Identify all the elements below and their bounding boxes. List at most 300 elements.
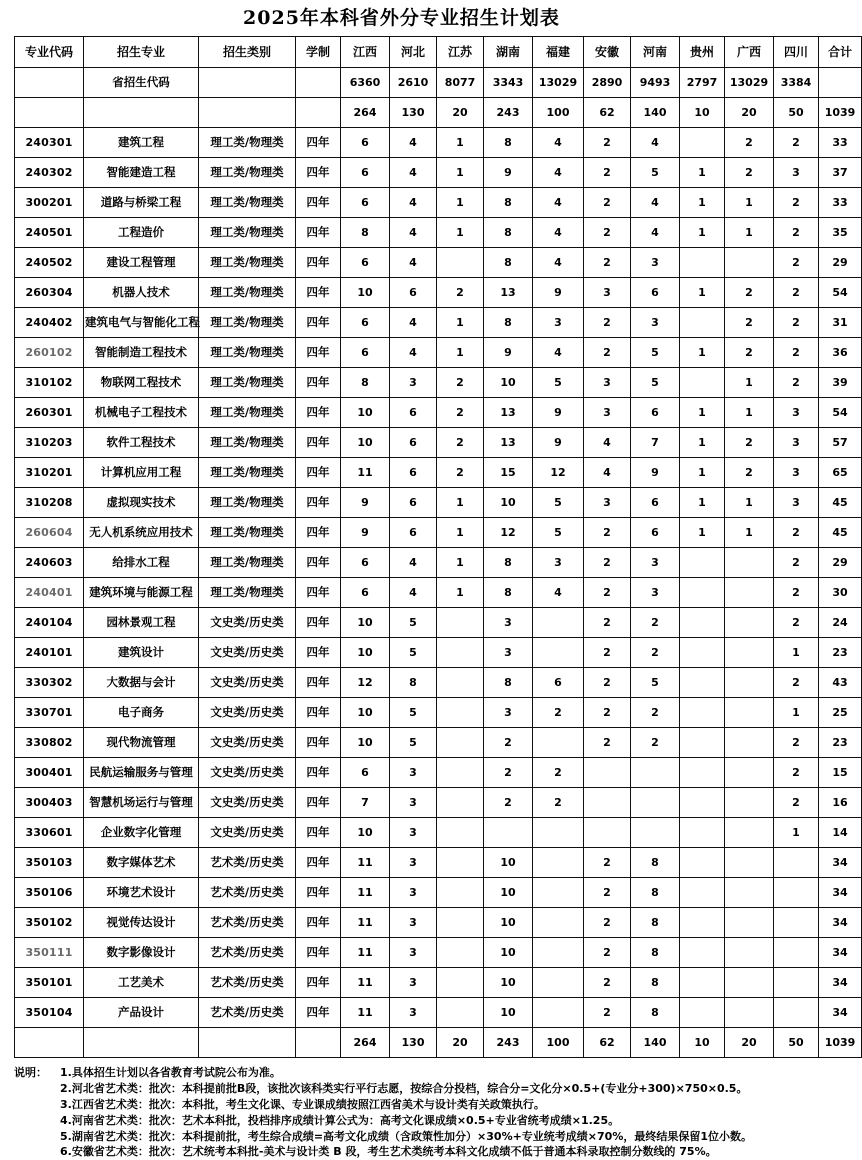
row-total: 34 bbox=[819, 937, 862, 967]
province-quota: 11 bbox=[341, 457, 390, 487]
admission-category: 理工类/物理类 bbox=[199, 487, 296, 517]
table-row bbox=[15, 487, 862, 517]
province-quota bbox=[533, 877, 584, 907]
province-quota: 1 bbox=[437, 187, 484, 217]
admission-category: 文史类/历史类 bbox=[199, 607, 296, 637]
table-row bbox=[15, 307, 862, 337]
admission-category: 理工类/物理类 bbox=[199, 157, 296, 187]
province-quota bbox=[437, 697, 484, 727]
province-quota: 2 bbox=[725, 277, 774, 307]
province-quota: 2 bbox=[774, 247, 819, 277]
major-code: 310203 bbox=[15, 427, 84, 457]
province-quota: 5 bbox=[533, 367, 584, 397]
note-text: 2.河北省艺术类：批次：本科提前批B段，该批次该科类实行平行志愿，按综合分投档，综合分=文化分×0.5+(专业分+300)×750×0.5。 bbox=[60, 1081, 748, 1095]
footer-sum-row bbox=[15, 1027, 862, 1057]
province-quota: 4 bbox=[390, 187, 437, 217]
province-quota bbox=[680, 367, 725, 397]
notes-indent bbox=[14, 1144, 60, 1160]
province-quota: 10 bbox=[484, 877, 533, 907]
major-code: 260301 bbox=[15, 397, 84, 427]
province-quota bbox=[725, 577, 774, 607]
province-quota bbox=[725, 997, 774, 1027]
column-header-11: 贵州 bbox=[680, 36, 725, 67]
note-text: 4.河南省艺术类：批次：艺术本科批，投档排序成绩计算公式为：高考文化课成绩×0.5+专业省统考成绩×1.25。 bbox=[60, 1113, 620, 1127]
table-row bbox=[15, 817, 862, 847]
row-total: 15 bbox=[819, 757, 862, 787]
major-code: 300401 bbox=[15, 757, 84, 787]
province-quota: 8 bbox=[484, 217, 533, 247]
province-quota bbox=[437, 937, 484, 967]
province-quota: 8 bbox=[341, 367, 390, 397]
province-quota: 6 bbox=[341, 547, 390, 577]
major-code: 240401 bbox=[15, 577, 84, 607]
major-name: 工程造价 bbox=[84, 217, 199, 247]
province-quota: 8 bbox=[341, 217, 390, 247]
sum-row-category bbox=[199, 1027, 296, 1057]
admission-category: 艺术类/历史类 bbox=[199, 847, 296, 877]
note-line-1 bbox=[14, 1065, 789, 1081]
province-code-cell-8: 13029 bbox=[725, 67, 774, 97]
province-quota: 2 bbox=[584, 547, 631, 577]
program-length: 四年 bbox=[296, 637, 341, 667]
province-quota: 8 bbox=[484, 547, 533, 577]
province-code-row-length bbox=[296, 67, 341, 97]
province-quota-cell-0: 264 bbox=[341, 97, 390, 127]
province-quota: 8 bbox=[484, 187, 533, 217]
province-quota: 12 bbox=[533, 457, 584, 487]
major-name: 数字媒体艺术 bbox=[84, 847, 199, 877]
province-quota: 2 bbox=[774, 307, 819, 337]
column-header-6: 江苏 bbox=[437, 36, 484, 67]
major-code: 240502 bbox=[15, 247, 84, 277]
province-quota: 6 bbox=[390, 487, 437, 517]
province-quota bbox=[680, 847, 725, 877]
province-quota: 6 bbox=[341, 127, 390, 157]
province-quota: 3 bbox=[533, 547, 584, 577]
province-quota: 2 bbox=[437, 427, 484, 457]
admission-category: 理工类/物理类 bbox=[199, 307, 296, 337]
row-total: 39 bbox=[819, 367, 862, 397]
province-quota: 2 bbox=[484, 787, 533, 817]
province-quota: 8 bbox=[631, 967, 680, 997]
province-quota bbox=[680, 307, 725, 337]
province-quota: 4 bbox=[390, 577, 437, 607]
table-row bbox=[15, 457, 862, 487]
admission-category: 文史类/历史类 bbox=[199, 727, 296, 757]
province-quota: 2 bbox=[584, 127, 631, 157]
province-quota: 13 bbox=[484, 427, 533, 457]
row-total: 34 bbox=[819, 997, 862, 1027]
table-row bbox=[15, 397, 862, 427]
province-quota: 2 bbox=[437, 367, 484, 397]
province-quota: 1 bbox=[680, 337, 725, 367]
province-quota bbox=[725, 727, 774, 757]
row-total: 25 bbox=[819, 697, 862, 727]
sum-cell-1: 130 bbox=[390, 1027, 437, 1057]
province-quota: 2 bbox=[584, 187, 631, 217]
province-quota: 1 bbox=[680, 397, 725, 427]
province-quota: 3 bbox=[631, 307, 680, 337]
province-quota bbox=[631, 787, 680, 817]
table-row bbox=[15, 607, 862, 637]
province-quota bbox=[533, 847, 584, 877]
province-quota bbox=[725, 847, 774, 877]
table-row bbox=[15, 187, 862, 217]
province-quota-cell-10: 1039 bbox=[819, 97, 862, 127]
province-quota: 2 bbox=[774, 367, 819, 397]
major-name: 建筑环境与能源工程 bbox=[84, 577, 199, 607]
table-body bbox=[15, 67, 862, 1057]
major-code: 330302 bbox=[15, 667, 84, 697]
province-quota-row-length bbox=[296, 97, 341, 127]
program-length: 四年 bbox=[296, 697, 341, 727]
province-quota: 2 bbox=[584, 217, 631, 247]
program-length: 四年 bbox=[296, 967, 341, 997]
province-quota bbox=[437, 967, 484, 997]
province-quota: 3 bbox=[484, 697, 533, 727]
province-quota: 10 bbox=[341, 397, 390, 427]
province-quota: 2 bbox=[774, 517, 819, 547]
column-header-4: 江西 bbox=[341, 36, 390, 67]
province-quota: 10 bbox=[341, 727, 390, 757]
admission-category: 理工类/物理类 bbox=[199, 247, 296, 277]
province-quota bbox=[725, 547, 774, 577]
province-quota: 2 bbox=[437, 277, 484, 307]
province-quota bbox=[437, 607, 484, 637]
province-quota: 4 bbox=[390, 217, 437, 247]
province-quota: 2 bbox=[584, 877, 631, 907]
column-header-5: 河北 bbox=[390, 36, 437, 67]
program-length: 四年 bbox=[296, 427, 341, 457]
admission-category: 理工类/物理类 bbox=[199, 337, 296, 367]
column-header-3: 学制 bbox=[296, 36, 341, 67]
admission-category: 文史类/历史类 bbox=[199, 757, 296, 787]
program-length: 四年 bbox=[296, 517, 341, 547]
row-total: 34 bbox=[819, 877, 862, 907]
admission-category: 理工类/物理类 bbox=[199, 547, 296, 577]
program-length: 四年 bbox=[296, 337, 341, 367]
province-quota: 9 bbox=[533, 427, 584, 457]
province-quota: 10 bbox=[484, 487, 533, 517]
province-quota: 4 bbox=[390, 547, 437, 577]
sum-cell-2: 20 bbox=[437, 1027, 484, 1057]
row-total: 29 bbox=[819, 247, 862, 277]
province-quota: 1 bbox=[437, 157, 484, 187]
province-quota-row-code bbox=[15, 97, 84, 127]
major-code: 350103 bbox=[15, 847, 84, 877]
admission-category: 理工类/物理类 bbox=[199, 187, 296, 217]
province-code-cell-4: 13029 bbox=[533, 67, 584, 97]
province-quota: 10 bbox=[341, 427, 390, 457]
admission-category: 理工类/物理类 bbox=[199, 577, 296, 607]
major-name: 物联网工程技术 bbox=[84, 367, 199, 397]
program-length: 四年 bbox=[296, 157, 341, 187]
province-quota: 3 bbox=[774, 487, 819, 517]
province-quota-cell-7: 10 bbox=[680, 97, 725, 127]
province-quota bbox=[437, 877, 484, 907]
province-quota: 1 bbox=[725, 397, 774, 427]
major-code: 310201 bbox=[15, 457, 84, 487]
major-name: 无人机系统应用技术 bbox=[84, 517, 199, 547]
table-row bbox=[15, 577, 862, 607]
major-name: 企业数字化管理 bbox=[84, 817, 199, 847]
column-header-14: 合计 bbox=[819, 36, 862, 67]
major-code: 330601 bbox=[15, 817, 84, 847]
province-quota: 9 bbox=[341, 487, 390, 517]
province-quota bbox=[680, 787, 725, 817]
major-code: 260304 bbox=[15, 277, 84, 307]
province-quota: 1 bbox=[437, 547, 484, 577]
major-code: 350104 bbox=[15, 997, 84, 1027]
row-total: 16 bbox=[819, 787, 862, 817]
province-quota: 6 bbox=[390, 277, 437, 307]
province-quota bbox=[631, 817, 680, 847]
province-quota bbox=[584, 787, 631, 817]
province-quota: 10 bbox=[341, 697, 390, 727]
province-quota-cell-1: 130 bbox=[390, 97, 437, 127]
province-quota: 4 bbox=[390, 307, 437, 337]
province-quota bbox=[725, 247, 774, 277]
admission-category: 文史类/历史类 bbox=[199, 787, 296, 817]
province-code-cell-7: 2797 bbox=[680, 67, 725, 97]
province-quota: 1 bbox=[680, 427, 725, 457]
major-code: 330701 bbox=[15, 697, 84, 727]
province-quota bbox=[680, 727, 725, 757]
column-header-0: 专业代码 bbox=[15, 36, 84, 67]
table-row bbox=[15, 727, 862, 757]
province-quota: 9 bbox=[484, 157, 533, 187]
province-quota: 8 bbox=[484, 127, 533, 157]
province-code-cell-2: 8077 bbox=[437, 67, 484, 97]
province-quota: 15 bbox=[484, 457, 533, 487]
province-quota: 1 bbox=[725, 217, 774, 247]
province-quota: 11 bbox=[341, 937, 390, 967]
province-quota: 2 bbox=[774, 727, 819, 757]
column-header-1: 招生专业 bbox=[84, 36, 199, 67]
province-quota: 3 bbox=[390, 367, 437, 397]
sum-cell-3: 243 bbox=[484, 1027, 533, 1057]
major-name: 软件工程技术 bbox=[84, 427, 199, 457]
province-quota: 1 bbox=[680, 487, 725, 517]
row-total: 34 bbox=[819, 967, 862, 997]
province-quota: 1 bbox=[680, 217, 725, 247]
program-length: 四年 bbox=[296, 817, 341, 847]
table-row bbox=[15, 697, 862, 727]
province-quota: 6 bbox=[341, 187, 390, 217]
major-name: 环境艺术设计 bbox=[84, 877, 199, 907]
province-quota bbox=[680, 997, 725, 1027]
major-code: 240104 bbox=[15, 607, 84, 637]
notes-lead-label: 说明： bbox=[14, 1065, 47, 1079]
province-quota bbox=[680, 577, 725, 607]
table-row bbox=[15, 337, 862, 367]
province-code-cell-1: 2610 bbox=[390, 67, 437, 97]
admission-category: 文史类/历史类 bbox=[199, 697, 296, 727]
row-total: 45 bbox=[819, 517, 862, 547]
province-quota bbox=[680, 247, 725, 277]
province-quota: 2 bbox=[584, 727, 631, 757]
province-quota bbox=[484, 817, 533, 847]
program-length: 四年 bbox=[296, 847, 341, 877]
admission-category: 理工类/物理类 bbox=[199, 367, 296, 397]
program-length: 四年 bbox=[296, 877, 341, 907]
province-quota: 2 bbox=[774, 277, 819, 307]
province-quota: 11 bbox=[341, 907, 390, 937]
province-quota: 5 bbox=[631, 667, 680, 697]
program-length: 四年 bbox=[296, 757, 341, 787]
province-code-cell-6: 9493 bbox=[631, 67, 680, 97]
province-quota: 2 bbox=[774, 547, 819, 577]
province-quota: 13 bbox=[484, 397, 533, 427]
province-quota: 2 bbox=[584, 517, 631, 547]
admission-category: 艺术类/历史类 bbox=[199, 907, 296, 937]
province-quota: 4 bbox=[533, 187, 584, 217]
sum-cell-5: 62 bbox=[584, 1027, 631, 1057]
major-name: 建设工程管理 bbox=[84, 247, 199, 277]
province-quota: 2 bbox=[584, 967, 631, 997]
province-quota: 1 bbox=[725, 487, 774, 517]
province-quota: 8 bbox=[631, 937, 680, 967]
province-quota: 4 bbox=[584, 457, 631, 487]
major-code: 310102 bbox=[15, 367, 84, 397]
province-quota: 2 bbox=[631, 697, 680, 727]
province-quota: 5 bbox=[533, 487, 584, 517]
program-length: 四年 bbox=[296, 667, 341, 697]
province-quota: 13 bbox=[484, 277, 533, 307]
province-quota: 3 bbox=[631, 577, 680, 607]
province-quota: 4 bbox=[533, 337, 584, 367]
major-code: 240101 bbox=[15, 637, 84, 667]
province-quota: 1 bbox=[437, 217, 484, 247]
province-quota: 10 bbox=[341, 637, 390, 667]
province-quota: 1 bbox=[774, 637, 819, 667]
province-quota bbox=[437, 727, 484, 757]
major-name: 机器人技术 bbox=[84, 277, 199, 307]
province-quota: 4 bbox=[390, 157, 437, 187]
province-quota: 4 bbox=[533, 127, 584, 157]
province-code-row-category bbox=[199, 67, 296, 97]
province-quota: 1 bbox=[437, 577, 484, 607]
province-quota: 9 bbox=[631, 457, 680, 487]
major-name: 产品设计 bbox=[84, 997, 199, 1027]
province-quota: 2 bbox=[774, 577, 819, 607]
province-quota-row-category bbox=[199, 97, 296, 127]
province-quota bbox=[774, 847, 819, 877]
major-name: 建筑电气与智能化工程 bbox=[84, 307, 199, 337]
province-quota: 3 bbox=[484, 607, 533, 637]
province-quota: 1 bbox=[680, 457, 725, 487]
province-quota bbox=[631, 757, 680, 787]
province-quota: 8 bbox=[484, 307, 533, 337]
province-quota: 3 bbox=[631, 247, 680, 277]
province-quota bbox=[725, 877, 774, 907]
notes-indent bbox=[14, 1097, 60, 1113]
province-quota: 4 bbox=[631, 217, 680, 247]
major-code: 350106 bbox=[15, 877, 84, 907]
province-quota: 2 bbox=[774, 787, 819, 817]
province-quota bbox=[584, 757, 631, 787]
province-quota: 10 bbox=[484, 967, 533, 997]
province-quota: 4 bbox=[584, 427, 631, 457]
province-quota: 2 bbox=[484, 757, 533, 787]
note-line-5 bbox=[14, 1129, 789, 1145]
table-row bbox=[15, 907, 862, 937]
province-quota-cell-8: 20 bbox=[725, 97, 774, 127]
program-length: 四年 bbox=[296, 397, 341, 427]
major-name: 给排水工程 bbox=[84, 547, 199, 577]
province-quota: 4 bbox=[390, 127, 437, 157]
major-code: 300403 bbox=[15, 787, 84, 817]
province-quota bbox=[774, 997, 819, 1027]
row-total: 33 bbox=[819, 187, 862, 217]
admission-category: 理工类/物理类 bbox=[199, 397, 296, 427]
sum-cell-4: 100 bbox=[533, 1027, 584, 1057]
province-quota: 10 bbox=[484, 847, 533, 877]
program-length: 四年 bbox=[296, 247, 341, 277]
province-quota: 6 bbox=[631, 277, 680, 307]
province-quota: 3 bbox=[774, 457, 819, 487]
province-quota: 11 bbox=[341, 877, 390, 907]
admission-category: 文史类/历史类 bbox=[199, 637, 296, 667]
major-name: 视觉传达设计 bbox=[84, 907, 199, 937]
province-quota: 3 bbox=[390, 937, 437, 967]
province-quota: 1 bbox=[437, 487, 484, 517]
major-name: 园林景观工程 bbox=[84, 607, 199, 637]
province-quota: 7 bbox=[341, 787, 390, 817]
table-row bbox=[15, 277, 862, 307]
note-line-4 bbox=[14, 1113, 789, 1129]
province-quota bbox=[774, 967, 819, 997]
province-quota: 2 bbox=[584, 697, 631, 727]
province-quota-cell-3: 243 bbox=[484, 97, 533, 127]
province-quota bbox=[437, 907, 484, 937]
row-total: 43 bbox=[819, 667, 862, 697]
notes-indent bbox=[14, 1113, 60, 1129]
sum-cell-0: 264 bbox=[341, 1027, 390, 1057]
major-name: 现代物流管理 bbox=[84, 727, 199, 757]
column-header-7: 湖南 bbox=[484, 36, 533, 67]
major-name: 建筑工程 bbox=[84, 127, 199, 157]
province-quota: 1 bbox=[437, 307, 484, 337]
row-total: 34 bbox=[819, 847, 862, 877]
province-quota: 10 bbox=[484, 997, 533, 1027]
province-quota: 2 bbox=[533, 787, 584, 817]
province-quota: 6 bbox=[341, 157, 390, 187]
province-quota: 6 bbox=[341, 307, 390, 337]
program-length: 四年 bbox=[296, 187, 341, 217]
column-header-8: 福建 bbox=[533, 36, 584, 67]
program-length: 四年 bbox=[296, 577, 341, 607]
province-quota: 3 bbox=[584, 487, 631, 517]
province-quota: 1 bbox=[680, 277, 725, 307]
province-quota: 11 bbox=[341, 997, 390, 1027]
province-quota: 1 bbox=[680, 157, 725, 187]
province-quota: 10 bbox=[341, 607, 390, 637]
province-quota: 2 bbox=[774, 337, 819, 367]
sum-cell-9: 50 bbox=[774, 1027, 819, 1057]
province-quota: 2 bbox=[725, 457, 774, 487]
province-quota: 6 bbox=[390, 457, 437, 487]
column-header-2: 招生类别 bbox=[199, 36, 296, 67]
province-quota: 1 bbox=[725, 367, 774, 397]
province-quota: 6 bbox=[390, 397, 437, 427]
province-quota: 2 bbox=[584, 337, 631, 367]
province-quota bbox=[680, 757, 725, 787]
major-name: 智慧机场运行与管理 bbox=[84, 787, 199, 817]
province-quota: 2 bbox=[437, 457, 484, 487]
program-length: 四年 bbox=[296, 367, 341, 397]
admission-category: 理工类/物理类 bbox=[199, 217, 296, 247]
